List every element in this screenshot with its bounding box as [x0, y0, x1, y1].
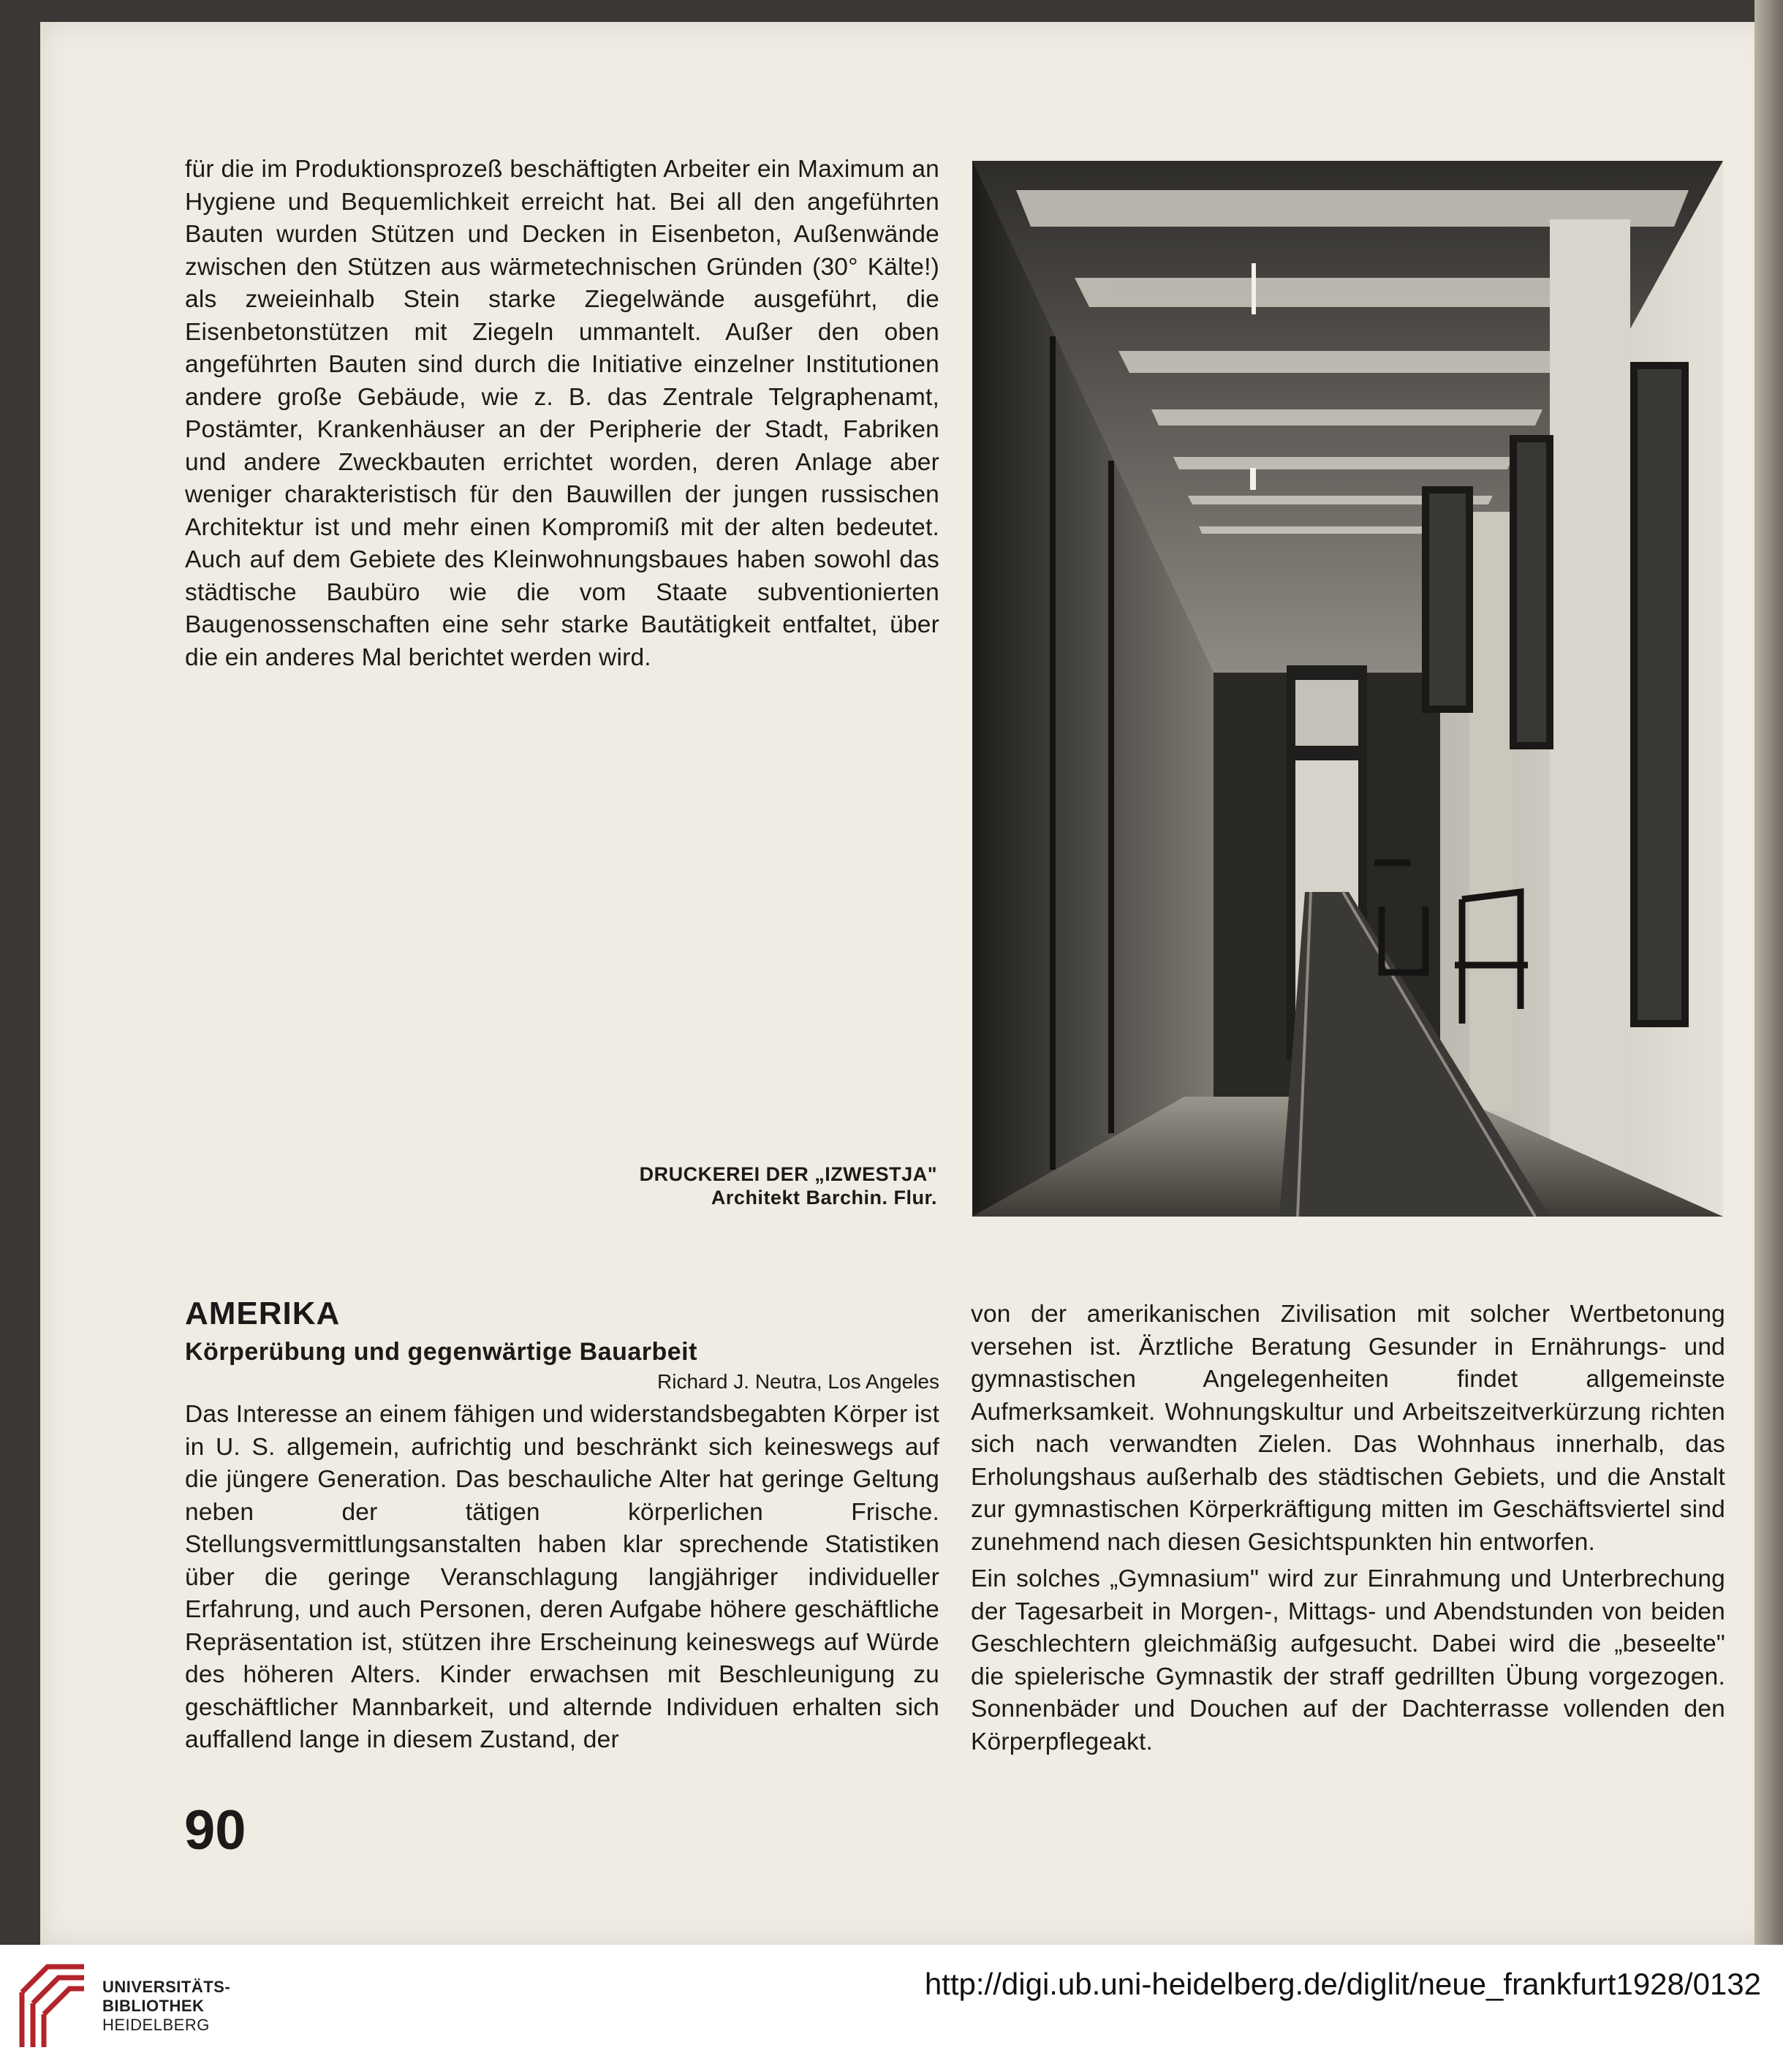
- top-article-text: [185, 154, 939, 674]
- section-title: AMERIKA: [185, 1296, 341, 1331]
- library-name-line-2: BIBLIOTHEK: [102, 1997, 205, 2015]
- photo-caption: [512, 1162, 937, 1209]
- corridor-photograph: [972, 161, 1723, 1217]
- permalink-url[interactable]: http://digi.ub.uni-heidelberg.de/diglit/neue_frankfurt1928/0132: [924, 1967, 1761, 2001]
- article-body-right: [971, 1298, 1725, 1758]
- library-name: [102, 1978, 230, 2035]
- page-number: 90: [184, 1799, 246, 1861]
- caption-line-2: Architekt Barchin. Flur.: [711, 1187, 937, 1209]
- top-paragraph: für die im Produktionsprozeß beschäftigten Arbeiter ein Maximum an Hygiene und Bequemlichkeit erreicht hat. Bei all den angeführten Bauten wurden Stützen und Decken in Eisenbeton, Außenwände zwischen den Stützen aus wärmetechnischen Gründen (30° Kälte!) als zweieinhalb Stein starke Ziegelwände ausgeführt, die Eisenbetonstützen mit Ziegeln ummantelt. Außer den oben angeführten Bauten sind durch die Initiative einzelner Institutionen andere große Gebäude, wie z. B. das Zentrale Telgraphenamt, Postämter, Krankenhäuser an der Peripherie der Stadt, Fabriken und andere Zweckbauten errichtet worden, deren Anlage aber weniger charakteristisch für den Bauwillen der jungen russischen Architektur ist und mehr einen Kompromiß mit der alten bedeutet. Auch auf dem Gebiete des Kleinwohnungsbaues haben sowohl das städtische Baubüro wie die vom Staate subventionierten Baugenossenschaften eine sehr starke Bautätigkeit entfaltet, über die ein anderes Mal berichtet werden wird.: [185, 156, 939, 671]
- library-name-line-1: UNIVERSITÄTS-: [102, 1978, 231, 1996]
- library-logo-icon: [15, 1959, 91, 2054]
- body-left-paragraph: Das Interesse an einem fähigen und widerstandsbegabten Körper ist in U. S. allgemein, aufrichtig und beschränkt sich keineswegs auf die jüngere Generation. Das beschauliche Alter hat geringe Geltung neben der tätigen körperlichen Frische. Stellungsvermittlungsanstalten haben klar sprechende Statistiken über die geringe Veranschlagung langjähriger individueller Erfahrung, und auch Personen, deren Aufgabe höhere geschäftliche Repräsentation ist, stützen ihre Erscheinung keineswegs auf Würde des höheren Alters. Kinder erwachsen mit Beschleunigung zu geschäftlicher Mannbarkeit, und alternde Individuen erhalten sich auffallend lange in diesem Zustand, der: [185, 1401, 939, 1753]
- body-right-paragraph-1: von der amerikanischen Zivilisation mit solcher Wertbetonung versehen ist. Ärztliche Beratung Gesunder in Ernährungs- und gymnastischen Angelegenheiten findet allgemeinste Aufmerksamkeit. Wohnungskultur und Arbeitszeitverkürzung richten sich nach verwandten Zielen. Das Wohnhaus innerhalb, das Erholungshaus außerhalb des städtischen Gebiets, und die Anstalt zur gymnastischen Körperkräftigung mitten im Geschäftsviertel sind zunehmend nach diesen Gesichtspunkten hin entworfen.: [971, 1301, 1725, 1556]
- body-right-paragraph-2: Ein solches „Gymnasium" wird zur Einrahmung und Unterbrechung der Tagesarbeit in Morgen-, Mittags- und Abendstunden von beiden Geschlechtern gleichmäßig aufgesucht. Dabei wird die „beseelte" die spielerische Gymnastik der straff gedrillten Übung vorgezogen. Sonnenbäder und Douchen auf der Dachterrasse vollenden den Körperpflegeakt.: [971, 1565, 1725, 1755]
- caption-line-1: DRUCKEREI DER „IZWESTJA": [639, 1163, 937, 1185]
- page-edge: [1754, 0, 1783, 1945]
- section-subtitle: Körperübung und gegenwärtige Bauarbeit: [185, 1338, 697, 1366]
- library-name-line-3: HEIDELBERG: [102, 2016, 210, 2034]
- author-line: Richard J. Neutra, Los Angeles: [657, 1370, 939, 1393]
- corridor-photo-image: [972, 161, 1723, 1217]
- library-footer: [0, 1945, 1783, 2072]
- article-body-left: [185, 1399, 939, 1757]
